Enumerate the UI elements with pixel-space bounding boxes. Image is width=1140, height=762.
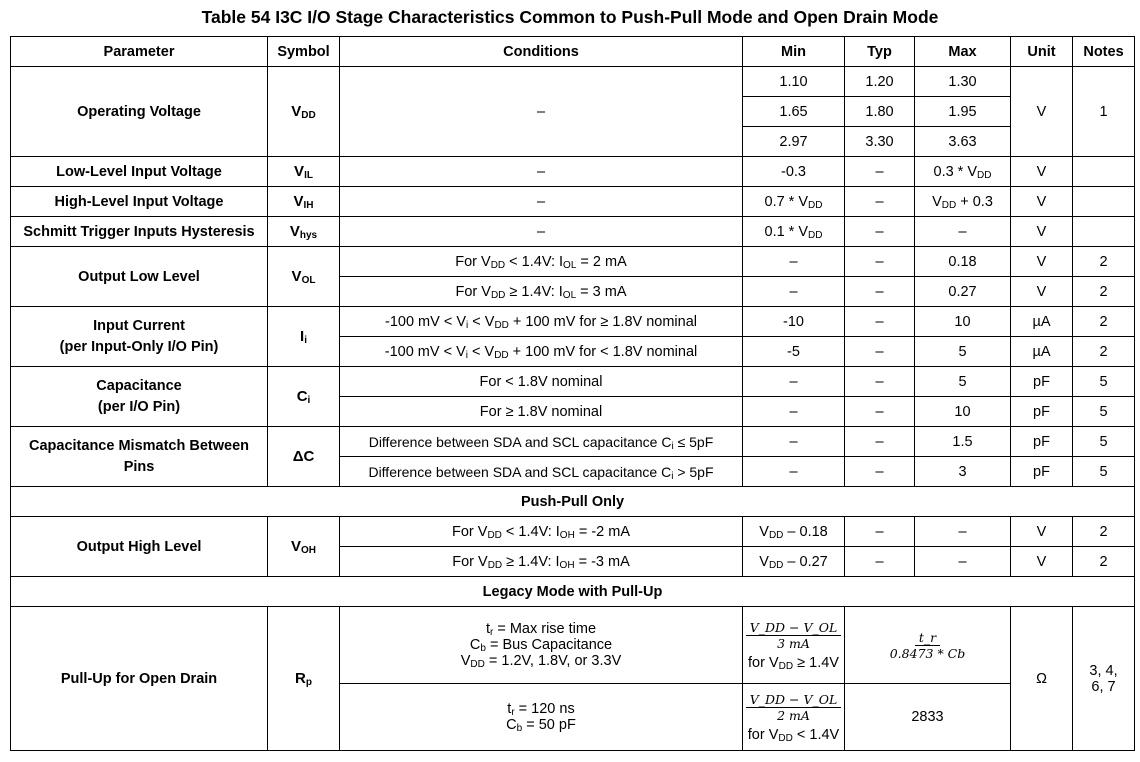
- symbol-vih: $V_{IH}$: [268, 187, 340, 217]
- table-row: [11, 187, 1135, 217]
- section-row: [11, 577, 1135, 607]
- notes-cell: [1073, 187, 1135, 217]
- typ-cell: –: [845, 547, 915, 577]
- param-low-level-input-voltage: Low-Level Input Voltage: [11, 157, 268, 187]
- table-row: [11, 427, 1135, 457]
- table-row: [11, 367, 1135, 397]
- unit-cell: Ω: [1011, 607, 1073, 751]
- table-row: [11, 517, 1135, 547]
- unit-cell: V: [1011, 547, 1073, 577]
- table-row: [11, 607, 1135, 684]
- notes-cell: 5: [1073, 367, 1135, 397]
- characteristics-table: [10, 36, 1135, 751]
- min-cell: $V_{DD} - 0.27$: [743, 547, 845, 577]
- typ-cell: 1.20: [845, 67, 915, 97]
- header-min: Min: [743, 37, 845, 67]
- cond-cell: $t_r = 120$ ns $C_b = 50$ pF: [340, 684, 743, 751]
- max-cell: $V_{DD} + 0.3$: [915, 187, 1011, 217]
- max-cell: $0.3 * V_{DD}$: [915, 157, 1011, 187]
- header-typ: Typ: [845, 37, 915, 67]
- header-max: Max: [915, 37, 1011, 67]
- table-row: [11, 67, 1135, 97]
- param-output-high-level: Output High Level: [11, 517, 268, 577]
- min-cell: –: [743, 397, 845, 427]
- cond-cell: For $V_{DD} < 1.4V$: $I_{OH} = -2$ mA: [340, 517, 743, 547]
- typ-cell: –: [845, 397, 915, 427]
- header-symbol: Symbol: [268, 37, 340, 67]
- typ-cell: –: [845, 217, 915, 247]
- max-cell: –: [915, 217, 1011, 247]
- typ-cell: –: [845, 187, 915, 217]
- notes-cell: 5: [1073, 427, 1135, 457]
- min-formula-3ma: $\frac{V\_DD - V\_OL}{3 mA}$: [746, 620, 842, 651]
- table-row: [11, 217, 1135, 247]
- header-unit: Unit: [1011, 37, 1073, 67]
- typ-cell: –: [845, 517, 915, 547]
- max-cell: 10: [915, 307, 1011, 337]
- cond-cell: For ≥ 1.8V nominal: [340, 397, 743, 427]
- unit-cell: pF: [1011, 457, 1073, 487]
- min-cell: –: [743, 457, 845, 487]
- notes-cell: 2: [1073, 307, 1135, 337]
- param-input-current: Input Current (per Input-Only I/O Pin): [11, 307, 268, 367]
- typ-cell: –: [845, 367, 915, 397]
- notes-cell: 5: [1073, 457, 1135, 487]
- param-pull-up-open-drain: Pull-Up for Open Drain: [11, 607, 268, 751]
- notes-cell: 2: [1073, 337, 1135, 367]
- cond-cell: $t_r$ = Max rise time $C_b$ = Bus Capacitance $V_{DD} = 1.2V$, 1.8V, or 3.3V: [340, 607, 743, 684]
- min-cell: –: [743, 247, 845, 277]
- cond-cell: -100 mV < $V_i < V_{DD} + 100$ mV for < 1.8V nominal: [340, 337, 743, 367]
- cond-cell: For $V_{DD} \ge 1.4V$: $I_{OL} = 3$ mA: [340, 277, 743, 307]
- cond-cell: –: [340, 187, 743, 217]
- table-row: [11, 307, 1135, 337]
- symbol-vhys: $V_{hys}$: [268, 217, 340, 247]
- min-cell: 2.97: [743, 127, 845, 157]
- notes-cell: 1: [1073, 67, 1135, 157]
- max-cell: 5: [915, 337, 1011, 367]
- unit-cell: pF: [1011, 427, 1073, 457]
- min-cell: $0.1 * V_{DD}$: [743, 217, 845, 247]
- min-cell: 1.65: [743, 97, 845, 127]
- max-cell: 3.63: [915, 127, 1011, 157]
- section-legacy-mode: Legacy Mode with Pull-Up: [11, 577, 1135, 607]
- max-cell: 1.95: [915, 97, 1011, 127]
- header-conditions: Conditions: [340, 37, 743, 67]
- notes-cell: [1073, 157, 1135, 187]
- cond-cell: –: [340, 217, 743, 247]
- max-formula-rise-time: $\frac{t\_r}{0.8473 * Cb}$: [889, 629, 966, 661]
- typ-cell: –: [845, 457, 915, 487]
- symbol-voh: $V_{OH}$: [268, 517, 340, 577]
- typ-cell: –: [845, 247, 915, 277]
- table-title: Table 54 I3C I/O Stage Characteristics Common to Push-Pull Mode and Open Drain Mode: [201, 7, 939, 27]
- symbol-vdd: $V_{DD}$: [268, 67, 340, 157]
- notes-cell: 2: [1073, 547, 1135, 577]
- unit-cell: µA: [1011, 307, 1073, 337]
- cond-cell: -100 mV < $V_i < V_{DD} + 100$ mV for ≥ 1.8V nominal: [340, 307, 743, 337]
- unit-cell: µA: [1011, 337, 1073, 367]
- symbol-ii: $I_i$: [268, 307, 340, 367]
- notes-cell: 2: [1073, 277, 1135, 307]
- unit-cell: V: [1011, 517, 1073, 547]
- unit-cell: V: [1011, 277, 1073, 307]
- table-row: [11, 157, 1135, 187]
- max-cell: 2833: [845, 684, 1011, 751]
- header-parameter: Parameter: [11, 37, 268, 67]
- section-push-pull: Push-Pull Only: [11, 487, 1135, 517]
- min-cell: -5: [743, 337, 845, 367]
- cond-cell: For $V_{DD} \ge 1.4V$: $I_{OH} = -3$ mA: [340, 547, 743, 577]
- min-cell: $0.7 * V_{DD}$: [743, 187, 845, 217]
- param-operating-voltage: Operating Voltage: [11, 67, 268, 157]
- typ-cell: –: [845, 157, 915, 187]
- symbol-vol: $V_{OL}$: [268, 247, 340, 307]
- unit-cell: V: [1011, 247, 1073, 277]
- param-capacitance-mismatch: Capacitance Mismatch Between Pins: [11, 427, 268, 487]
- unit-cell: V: [1011, 217, 1073, 247]
- min-cell: –: [743, 427, 845, 457]
- min-cell: –: [743, 367, 845, 397]
- cond-cell: –: [340, 157, 743, 187]
- unit-cell: pF: [1011, 397, 1073, 427]
- max-cell: 1.30: [915, 67, 1011, 97]
- unit-cell: pF: [1011, 367, 1073, 397]
- typ-cell: –: [845, 307, 915, 337]
- notes-cell: [1073, 217, 1135, 247]
- unit-cell: V: [1011, 187, 1073, 217]
- typ-cell: –: [845, 427, 915, 457]
- cond-cell: For $V_{DD} < 1.4V$: $I_{OL} = 2$ mA: [340, 247, 743, 277]
- min-cell: -0.3: [743, 157, 845, 187]
- param-schmitt-trigger-hysteresis: Schmitt Trigger Inputs Hysteresis: [11, 217, 268, 247]
- max-cell: 0.18: [915, 247, 1011, 277]
- header-notes: Notes: [1073, 37, 1135, 67]
- notes-cell: 5: [1073, 397, 1135, 427]
- unit-cell: V: [1011, 67, 1073, 157]
- param-capacitance: Capacitance (per I/O Pin): [11, 367, 268, 427]
- cond-cell: Difference between SDA and SCL capacitance $C_i \le 5pF$: [340, 427, 743, 457]
- min-cell: –: [743, 277, 845, 307]
- max-cell: –: [915, 517, 1011, 547]
- param-output-low-level: Output Low Level: [11, 247, 268, 307]
- min-cell: $V_{DD} - 0.18$: [743, 517, 845, 547]
- table-row: [11, 247, 1135, 277]
- symbol-rp: $R_p$: [268, 607, 340, 751]
- notes-cell: 3, 4, 6, 7: [1073, 607, 1135, 751]
- max-cell: 10: [915, 397, 1011, 427]
- max-cell: 5: [915, 367, 1011, 397]
- notes-cell: 2: [1073, 517, 1135, 547]
- max-cell: 1.5: [915, 427, 1011, 457]
- max-cell: –: [915, 547, 1011, 577]
- section-row: [11, 487, 1135, 517]
- min-cell: $\frac{V\_DD - V\_OL}{3 mA}$ for $V_{DD} \ge 1.4V$: [743, 607, 845, 684]
- min-cell: $\frac{V\_DD - V\_OL}{2 mA}$ for $V_{DD} < 1.4V$: [743, 684, 845, 751]
- max-cell: 3: [915, 457, 1011, 487]
- symbol-vil: $V_{IL}$: [268, 157, 340, 187]
- header-row: [11, 37, 1135, 67]
- typ-cell: –: [845, 337, 915, 367]
- min-formula-2ma: $\frac{V\_DD - V\_OL}{2 mA}$: [746, 692, 842, 723]
- cond-cell: For < 1.8V nominal: [340, 367, 743, 397]
- typ-cell: –: [845, 277, 915, 307]
- param-high-level-input-voltage: High-Level Input Voltage: [11, 187, 268, 217]
- max-cell: [845, 607, 1011, 684]
- symbol-delta-c: ΔC: [268, 427, 340, 487]
- min-cell: 1.10: [743, 67, 845, 97]
- max-cell: 0.27: [915, 277, 1011, 307]
- symbol-ci: $C_i$: [268, 367, 340, 427]
- cond-cell: Difference between SDA and SCL capacitance $C_i > 5pF$: [340, 457, 743, 487]
- min-cell: -10: [743, 307, 845, 337]
- typ-cell: 1.80: [845, 97, 915, 127]
- typ-cell: 3.30: [845, 127, 915, 157]
- notes-cell: 2: [1073, 247, 1135, 277]
- unit-cell: V: [1011, 157, 1073, 187]
- cond-vdd: –: [340, 67, 743, 157]
